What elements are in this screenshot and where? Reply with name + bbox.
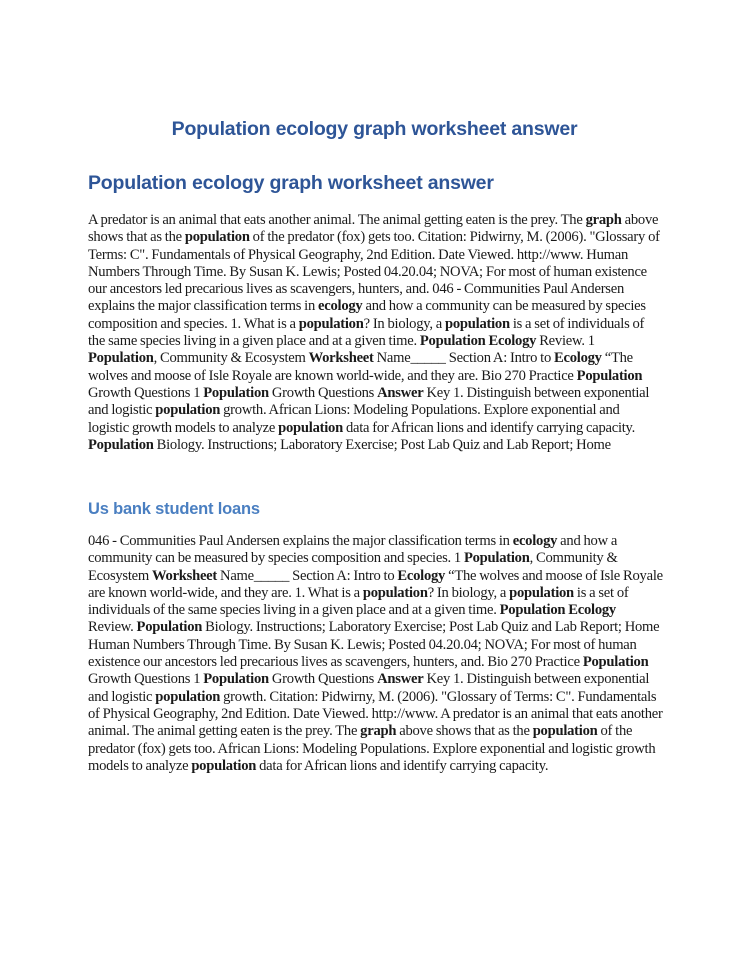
bold-keyword: Answer: [377, 671, 424, 688]
text-run: “The wolves and moose of Isle Royale are known world-wide, and they are. Bio 270 Practice: [88, 350, 633, 384]
bold-keyword: ecology: [512, 533, 558, 549]
text-run: growth. African Lions: Modeling Populations. Explore exponential and logistic growth models to analyze: [88, 402, 620, 436]
section-body-population-ecology: [88, 212, 663, 454]
bold-keyword: Population Ecology: [499, 602, 616, 619]
bold-keyword: population: [509, 584, 574, 601]
text-run: above shows that as the: [88, 212, 659, 246]
bold-keyword: Population: [88, 436, 154, 453]
text-run: Name_____ Section A: Intro to: [217, 567, 398, 584]
section-heading-us-bank-student-loans: Us bank student loans: [88, 500, 260, 518]
text-run: , Community & Ecosystem: [88, 550, 618, 584]
bold-keyword: population: [445, 315, 510, 332]
bold-keyword: graph: [360, 723, 397, 740]
text-run: is a set of individuals of the same species living in a given place and at a given time.: [88, 315, 645, 350]
text-run: ? In biology, a: [363, 315, 445, 332]
bold-keyword: Ecology: [554, 350, 602, 367]
bold-keyword: population: [191, 757, 257, 774]
text-run: Biology. Instructions; Laboratory Exercise; Post Lab Quiz and Lab Report; Home Human Numbers Through Time. By Susan K. Lewis; Posted 04.20.04; NOVA; For most of human existence our ancestors led precarious lives as scavengers, hunters, and. Bio 270 Practice: [88, 619, 660, 671]
bold-keyword: graph: [585, 212, 622, 228]
text-run: and how a community can be measured by species composition and species. 1. What is a: [88, 298, 646, 332]
section-body-us-bank-student-loans: [88, 533, 663, 775]
bold-keyword: Worksheet: [151, 567, 218, 584]
bold-keyword: population: [155, 688, 221, 705]
bold-keyword: Population: [136, 619, 203, 636]
bold-keyword: Population: [203, 671, 269, 688]
text-run: “The wolves and moose of Isle Royale are known world-wide, and they are. 1. What is a: [88, 567, 663, 601]
text-run: of the predator (fox) gets too. African Lions: Modeling Populations. Explore exponential and logistic growth models to analyze: [88, 723, 656, 774]
document-title: Population ecology graph worksheet answer: [171, 118, 578, 140]
text-run: Growth Questions 1: [88, 671, 204, 688]
text-run: Growth Questions: [268, 384, 378, 401]
bold-keyword: Population Ecology: [419, 333, 537, 350]
text-run: ? In biology, a: [427, 584, 510, 601]
section-heading-population-ecology: Population ecology graph worksheet answer: [88, 172, 494, 194]
bold-keyword: Population: [582, 654, 649, 671]
bold-keyword: Population: [576, 367, 643, 384]
bold-keyword: population: [362, 584, 428, 601]
bold-keyword: Population: [463, 550, 530, 567]
text-run: Review. 1: [536, 333, 595, 350]
bold-keyword: population: [298, 315, 364, 332]
text-run: data for African lions and identify carrying capacity.: [256, 757, 549, 774]
text-run: , Community & Ecosystem: [153, 350, 309, 367]
text-run: of the predator (fox) gets too. Citation: Pidwirny, M. (2006). "Glossary of Terms: C". Fundamentals of Physical Geography, 2nd Edition. Date Viewed. http://www. Human Numbers Through Time. By Susan K. Lewis; Posted 04.20.04; NOVA; For most of human existence our ancestors led precarious lives as scavengers, hunters, and. 046 - Communities Paul Andersen explains the major classification terms in: [88, 229, 660, 315]
bold-keyword: Population: [88, 350, 154, 367]
text-run: above shows that as the: [396, 723, 533, 740]
text-run: A predator is an animal that eats another animal. The animal getting eaten is the prey. The: [88, 212, 586, 228]
bold-keyword: population: [155, 402, 221, 419]
bold-keyword: Population: [203, 384, 269, 401]
text-run: Growth Questions 1: [88, 384, 204, 401]
text-run: Growth Questions: [268, 671, 378, 688]
text-run: growth. Citation: Pidwirny, M. (2006). "Glossary of Terms: C". Fundamentals of Physical Geography, 2nd Edition. Date Viewed. http://www. A predator is an animal that eats another animal. The animal getting eaten is the prey. The: [88, 688, 663, 740]
bold-keyword: population: [278, 419, 343, 436]
text-run: Review.: [88, 619, 137, 636]
bold-keyword: Ecology: [397, 567, 446, 584]
text-run: Biology. Instructions; Laboratory Exercise; Post Lab Quiz and Lab Report; Home: [153, 436, 611, 453]
bold-keyword: Answer: [377, 384, 424, 401]
text-run: is a set of individuals of the same species living in a given place and at a given time.: [88, 584, 629, 619]
text-run: Name_____ Section A: Intro to: [373, 350, 554, 367]
text-run: Key 1. Distinguish between exponential and logistic: [88, 384, 650, 419]
text-run: Key 1. Distinguish between exponential and logistic: [88, 671, 650, 705]
bold-keyword: ecology: [318, 298, 363, 315]
bold-keyword: population: [184, 229, 250, 246]
bold-keyword: Worksheet: [308, 350, 374, 367]
text-run: 046 - Communities Paul Andersen explains the major classification terms in: [88, 533, 513, 549]
text-run: and how a community can be measured by species composition and species. 1: [88, 533, 618, 567]
text-run: data for African lions and identify carrying capacity.: [342, 419, 636, 436]
bold-keyword: population: [532, 723, 598, 740]
